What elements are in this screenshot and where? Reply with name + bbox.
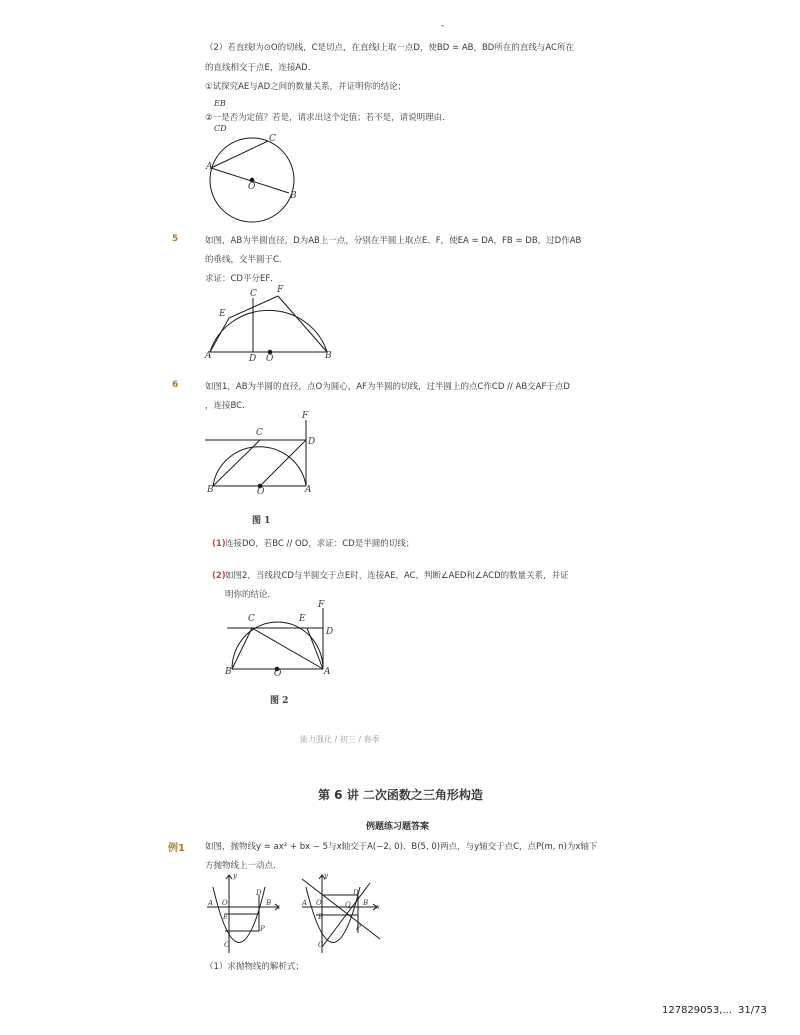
g2-label-b: B [363, 899, 369, 907]
g1-label-a: A [208, 899, 214, 907]
q5-number: 5 [172, 234, 179, 244]
q6f2-label-e: E [299, 614, 306, 624]
q4-chord-ac [211, 141, 268, 168]
ex1-line1: 如图，抛物线y = ax² + bx − 5与x轴交于A(−2, 0)、B(5, 0)两点，与y轴交于点C，点P(m, n)为x轴下 [205, 842, 598, 852]
page-number: 31/73 [738, 1005, 767, 1016]
q4-label-a: A [206, 162, 213, 172]
ex1-line2: 方抛物线上一动点． [205, 861, 282, 871]
q4-part1: ①试探究AE与AD之间的数量关系，并证明你的结论； [205, 82, 407, 92]
q6f1-label-b: B [207, 485, 214, 495]
g2-label-e: E [318, 913, 324, 921]
ex1-number: 例1 [168, 843, 185, 854]
q4-label-b: B [290, 191, 297, 201]
q6f1-semicircle [213, 447, 306, 486]
q4-part2: ②一是否为定值？若是，请求出这个定值；若不是，请说明理由． [205, 113, 451, 123]
q6-line2: ，连接BC． [205, 401, 251, 411]
q6-sub2-line1: 如图2，当线段CD与半圆交于点E时，连接AE，AC，判断∠AED和∠ACD的数量关系，并证 [225, 571, 569, 581]
q6-number: 6 [172, 380, 179, 390]
ex1-part1: （1）求抛物线的解析式； [205, 962, 304, 972]
q6-sub2-line2: 明你的结论． [225, 590, 277, 600]
g2-label-x: x [376, 903, 380, 911]
q4-label-c: C [269, 134, 276, 144]
q6f2-label-f: F [318, 600, 325, 610]
q5-label-o: O [266, 354, 274, 364]
q6f2-label-b: B [225, 667, 232, 677]
q4-line1: （2）若直线l为⊙O的切线，C是切点，在直线l上取一点D，使BD = AB，BD所在的直线与AC所在 [205, 43, 574, 53]
section-subtitle: 例题练习题答案 [366, 822, 430, 832]
q4-fraction-denominator: CD [214, 124, 227, 133]
q5-line1: 如图，AB为半圆直径，D为AB上一点，分别在半圆上取点E、F，使EA = DA，FB = DB，过D作AB [205, 236, 582, 246]
g1-label-d: D [256, 889, 262, 897]
q6-sub1-text: 连接DO，若BC // OD，求证：CD是半圆的切线； [225, 539, 415, 549]
q6f2-semicircle [232, 622, 323, 669]
page-id: 127829053,... [662, 1005, 732, 1016]
q4-line2: 的直线相交于点E，连接AD． [205, 63, 317, 73]
top-dash: - [441, 21, 445, 31]
q5-label-a: A [205, 351, 212, 361]
q6f2-chord-ac [252, 628, 323, 669]
q4-fraction-numerator: EB [214, 99, 226, 108]
g1-label-p: P [260, 925, 265, 933]
q5-label-f: F [277, 285, 284, 295]
q5-chords-aef [210, 296, 278, 352]
g1-label-o: O [222, 899, 228, 907]
q6f2-label-a: A [324, 667, 331, 677]
q6-figure2 [225, 605, 335, 675]
footer-breadcrumb: 能力强化 / 初三 / 春季 [300, 735, 380, 744]
g2-label-o: O [316, 899, 322, 907]
q6f1-label-f: F [302, 411, 309, 421]
g1-label-b: B [266, 899, 272, 907]
q6f2-label-o: O [274, 669, 282, 679]
q5-label-c: C [250, 289, 257, 299]
g1-label-e: E [223, 913, 229, 921]
q6-sub2-number: (2) [212, 571, 226, 581]
q6-line1: 如图1，AB为半圆的直径，点O为圆心，AF为半圆的切线，过半圆上的点C作CD // AB交AF于点D [205, 382, 570, 392]
g1-label-y: y [233, 872, 237, 880]
q6f2-label-c: C [248, 614, 255, 624]
q4-label-o: O [248, 182, 256, 192]
q6f2-chord-ae [307, 628, 323, 669]
q5-semicircle-figure [205, 290, 335, 360]
section-title: 第 6 讲 二次函数之三角形构造 [318, 788, 483, 802]
g1-label-x: x [276, 903, 280, 911]
q6f2-label-d: D [326, 627, 334, 637]
q6f1-chord-bc [213, 440, 260, 486]
ex1-graph2 [300, 873, 385, 955]
q5-line2: 的垂线，交半圆于C． [205, 255, 288, 265]
q6-figure2-caption: 图 2 [270, 696, 289, 706]
g2-label-q: Q [345, 901, 351, 909]
q6f1-label-c: C [256, 428, 263, 438]
ex1-graph1 [205, 873, 285, 955]
q5-line3: 求证：CD平分EF． [205, 274, 279, 284]
q5-label-b: B [325, 351, 332, 361]
q6f1-label-d: D [308, 437, 316, 447]
q6-figure1-caption: 图 1 [252, 516, 271, 526]
g2-line-1 [302, 879, 380, 939]
g2-label-p: P [356, 924, 361, 932]
q6f2-chord-bc [232, 628, 252, 669]
q5-chord-fb [278, 296, 327, 352]
q6-sub1-number: (1) [212, 539, 226, 549]
q4-circle-figure [205, 130, 305, 230]
g1-label-c: C [224, 941, 230, 949]
q6f1-label-a: A [305, 485, 312, 495]
g2-label-d: D [353, 889, 359, 897]
g2-label-c: C [318, 941, 324, 949]
g2-label-y: y [324, 872, 328, 880]
q6f1-label-o: O [257, 487, 265, 497]
g2-label-a: A [302, 899, 308, 907]
q5-label-d: D [249, 354, 257, 364]
q5-label-e: E [219, 309, 226, 319]
